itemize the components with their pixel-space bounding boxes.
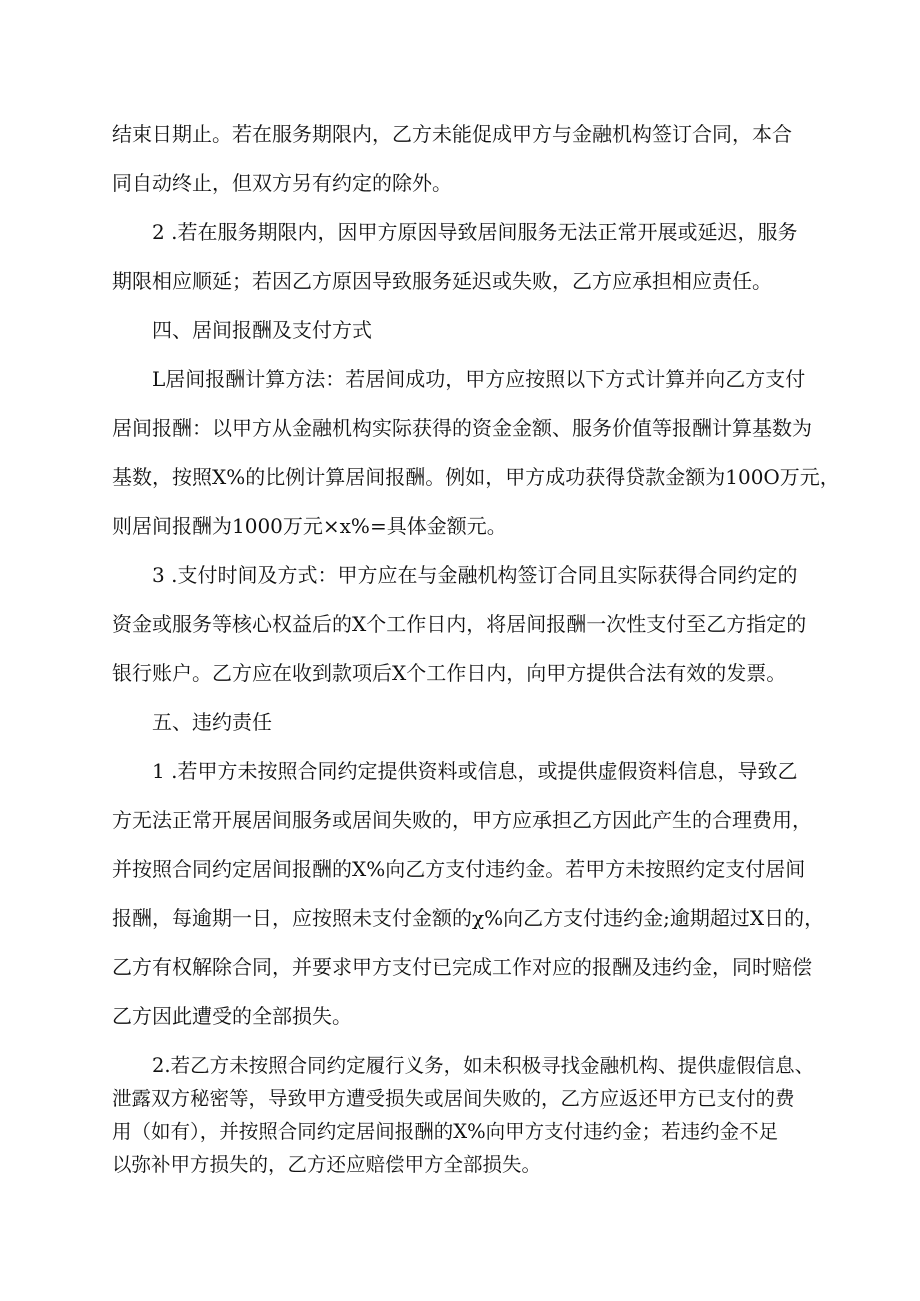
body-text-line: 乙方有权解除合同，并要求甲方支付已完成工作对应的报酬及违约金，同时赔偿 <box>112 955 812 979</box>
body-text-line: 方无法正常开展居间服务或居间失败的，甲方应承担乙方因此产生的合理费用， <box>112 808 812 832</box>
body-text-line: 用（如有），并按照合同约定居间报酬的X%向甲方支付违约金；若违约金不足 <box>112 1120 779 1143</box>
body-text-line: 以弥补甲方损失的，乙方还应赔偿甲方全部损失。 <box>112 1153 542 1176</box>
clause-text-line: 2 .若在服务期限内，因甲方原因导致居间服务无法正常开展或延迟，服务 <box>152 220 798 244</box>
body-text-line: 居间报酬：以甲方从金融机构实际获得的资金金额、服务价值等报酬计算基数为 <box>112 416 812 440</box>
body-text-line: 泄露双方秘密等，导致甲方遭受损失或居间失败的，乙方应返还甲方已支付的费 <box>112 1087 795 1110</box>
body-text-line: 同自动终止，但双方另有约定的除外。 <box>112 171 452 195</box>
clause-text-line: 2.若乙方未按照合同约定履行义务，如未积极寻找金融机构、提供虚假信息、 <box>152 1054 815 1077</box>
body-text-line: 乙方因此遭受的全部损失。 <box>112 1004 352 1028</box>
clause-text-line: L居间报酬计算方法：若居间成功，甲方应按照以下方式计算并向乙方支付 <box>152 367 806 391</box>
body-text-line: 基数，按照X%的比例计算居间报酬。例如，甲方成功获得贷款金额为100O万元， <box>112 465 840 489</box>
body-text-line: 期限相应顺延；若因乙方原因导致服务延迟或失败，乙方应承担相应责任。 <box>112 269 772 293</box>
body-text-line: 资金或服务等核心权益后的X个工作日内，将居间报酬一次性支付至乙方指定的 <box>112 612 807 636</box>
body-text-line: 则居间报酬为1000万元×x%=具体金额元。 <box>112 514 507 538</box>
body-text-line: 银行账户。乙方应在收到款项后X个工作日内，向甲方提供合法有效的发票。 <box>112 661 787 685</box>
body-text-line: 并按照合同约定居间报酬的X%向乙方支付违约金。若甲方未按照约定支付居间 <box>112 857 806 881</box>
section-heading: 四、居间报酬及支付方式 <box>152 318 372 342</box>
clause-text-line: 3 .支付时间及方式：甲方应在与金融机构签订合同且实际获得合同约定的 <box>152 563 798 587</box>
body-text-line: 结束日期止。若在服务期限内，乙方未能促成甲方与金融机构签订合同，本合 <box>112 122 792 146</box>
section-heading: 五、违约责任 <box>152 710 272 734</box>
body-text-line: 报酬，每逾期一日，应按照未支付金额的χ%向乙方支付违约金;逾期超过X日的， <box>112 906 825 930</box>
clause-text-line: 1 .若甲方未按照合同约定提供资料或信息，或提供虚假资料信息，导致乙 <box>152 759 798 783</box>
